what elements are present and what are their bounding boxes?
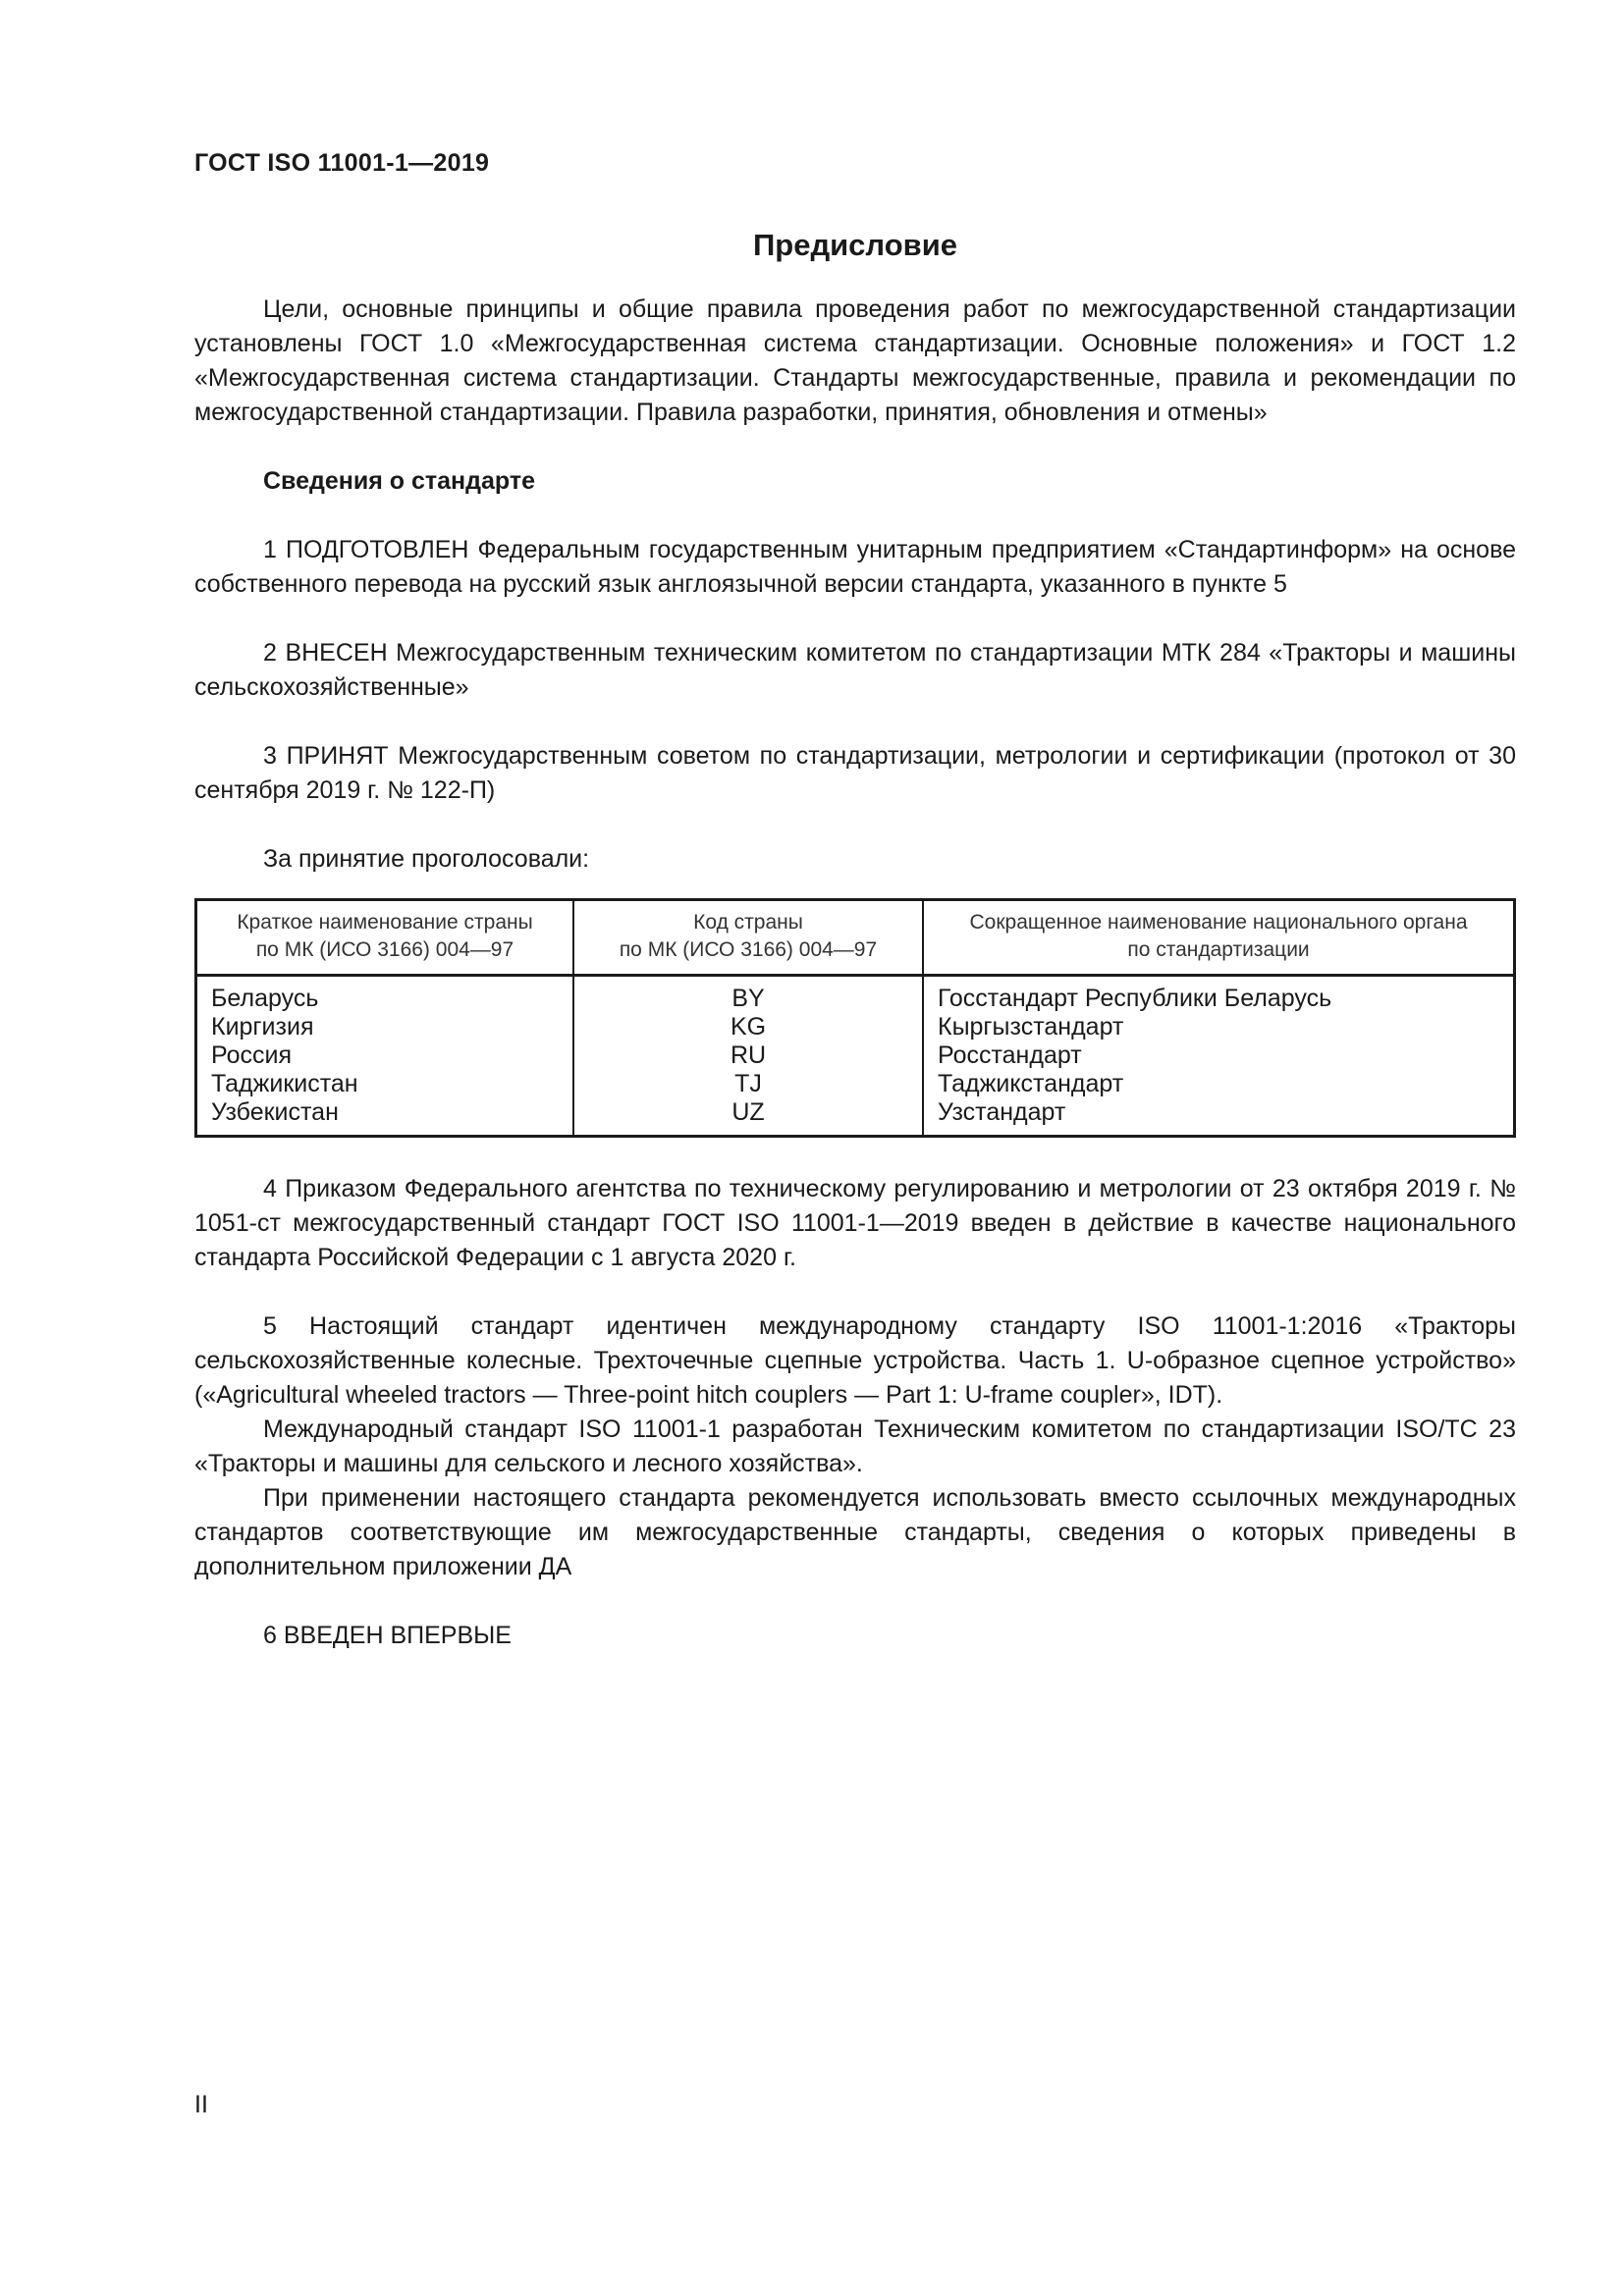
country-code: KG bbox=[730, 1013, 767, 1041]
vote-intro-paragraph: За принятие проголосовали: bbox=[263, 845, 590, 873]
item-3-paragraph: 3 ПРИНЯТ Межгосударственным советом по стандартизации, метрологии и сертификации (протокол от 30 сентября 2019 г. № 122-П) bbox=[194, 742, 1516, 804]
column-header-standards-body: Сокращенное наименование национального органа по стандартизации bbox=[923, 900, 1515, 976]
standards-body-name: Таджикстандарт bbox=[938, 1070, 1124, 1097]
standards-body-column bbox=[923, 976, 1515, 1137]
country-code: UZ bbox=[731, 1098, 765, 1126]
item-5-paragraph: 5 Настоящий стандарт идентичен международному стандарту ISO 11001-1:2016 «Тракторы сельскохозяйственные колесные. Трехточечные сцепные устройства. Часть 1. U-образное сцепное устройство» («Agricultural wheeled tractors — Three-point hitch couplers — Part 1: U-frame coupler», IDT). bbox=[194, 1312, 1516, 1409]
column-header-code: Код страны по МК (ИСО 3166) 004—97 bbox=[573, 900, 923, 976]
standards-body-name: Госстандарт Республики Беларусь bbox=[938, 985, 1332, 1012]
page-title: Предисловие bbox=[752, 228, 957, 262]
standards-body-name: Кыргызстандарт bbox=[938, 1013, 1124, 1041]
document-body bbox=[194, 293, 1516, 1653]
item-5-references-paragraph: При применении настоящего стандарта рекомендуется использовать вместо ссылочных международных стандартов соответствующие им межгосударственные стандарты, сведения о которых приведены в дополнительном приложении ДА bbox=[194, 1484, 1516, 1580]
section-subheading: Сведения о стандарте bbox=[263, 467, 536, 495]
intro-paragraph: Цели, основные принципы и общие правила проведения работ по межгосударственной стандартизации установлены ГОСТ 1.0 «Межгосударственная система стандартизации. Основные положения» и ГОСТ 1.2 «Межгосударственная система стандартизации. Стандарты межгосударственные, правила и рекомендации по межгосударственной стандартизации. Правила разработки, принятия, обновления и отмены» bbox=[194, 295, 1516, 426]
item-5-developer-paragraph: Международный стандарт ISO 11001-1 разработан Техническим комитетом по стандартизации ISO/TC 23 «Тракторы и машины для сельского и лесного хозяйства». bbox=[194, 1415, 1516, 1477]
country-name: Таджикистан bbox=[211, 1070, 358, 1097]
code-column bbox=[573, 976, 923, 1137]
item-1-paragraph: 1 ПОДГОТОВЛЕН Федеральным государственным унитарным предприятием «Стандартинформ» на основе собственного перевода на русский язык англоязычной версии стандарта, указанного в пункте 5 bbox=[194, 536, 1516, 598]
table-header-row bbox=[196, 900, 1515, 976]
document-code-header: ГОСТ ISO 11001-1—2019 bbox=[194, 149, 490, 177]
voting-countries-table bbox=[194, 898, 1516, 1138]
country-code: RU bbox=[730, 1041, 767, 1069]
country-code: BY bbox=[731, 985, 765, 1012]
country-name: Беларусь bbox=[211, 985, 319, 1012]
item-4-paragraph: 4 Приказом Федерального агентства по техническому регулированию и метрологии от 23 октября 2019 г. № 1051-ст межгосударственный стандарт ГОСТ ISO 11001-1—2019 введен в действие в качестве национального стандарта Российской Федерации с 1 августа 2020 г. bbox=[194, 1175, 1516, 1271]
standards-body-name: Узстандарт bbox=[938, 1098, 1066, 1126]
item-2-paragraph: 2 ВНЕСЕН Межгосударственным техническим комитетом по стандартизации МТК 284 «Тракторы и машины сельскохозяйственные» bbox=[194, 639, 1516, 701]
country-name: Киргизия bbox=[211, 1013, 314, 1041]
country-name: Узбекистан bbox=[211, 1098, 339, 1126]
table-row bbox=[196, 976, 1515, 1137]
country-code: TJ bbox=[734, 1070, 762, 1097]
column-header-country: Краткое наименование страны по МК (ИСО 3166) 004—97 bbox=[196, 900, 574, 976]
country-column bbox=[196, 976, 574, 1137]
country-name: Россия bbox=[211, 1041, 292, 1069]
item-6-paragraph: 6 ВВЕДЕН ВПЕРВЫЕ bbox=[263, 1622, 512, 1649]
page-number: II bbox=[194, 2091, 208, 2118]
standards-body-name: Росстандарт bbox=[938, 1041, 1082, 1069]
